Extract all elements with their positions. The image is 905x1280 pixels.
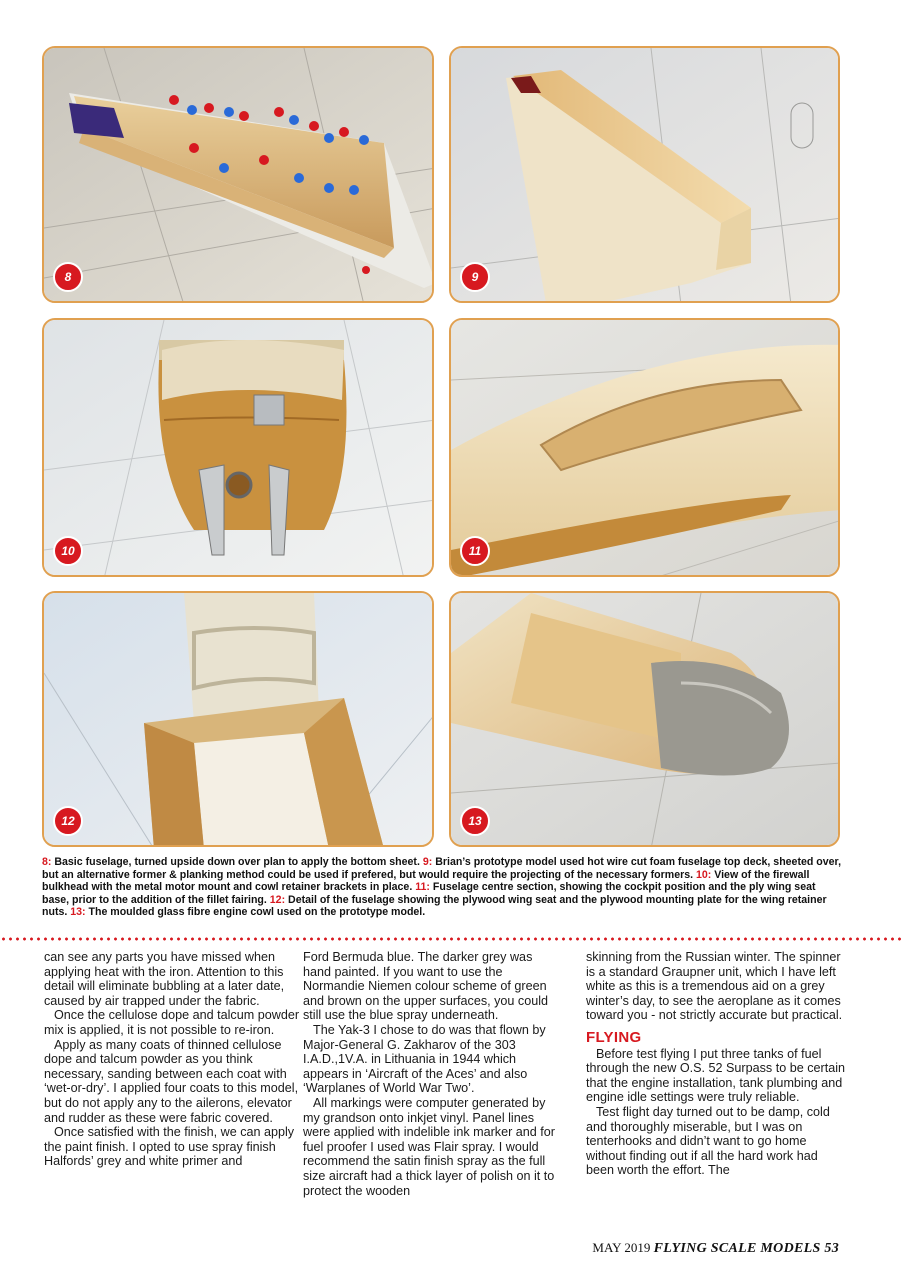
- photo-9: [449, 46, 840, 303]
- photo-11-image: [451, 320, 840, 577]
- caption-text: Basic fuselage, turned upside down over plan to apply the bottom sheet.: [51, 856, 423, 868]
- dotted-divider: [0, 937, 905, 941]
- photo-13: [449, 591, 840, 847]
- photo-8: [42, 46, 434, 303]
- photo-11: [449, 318, 840, 577]
- photo-number-badge: 9: [460, 262, 490, 292]
- photo-10: [42, 318, 434, 577]
- photo-number-badge: 13: [460, 806, 490, 836]
- photo-number-badge: 11: [460, 536, 490, 566]
- caption-number: 12:: [269, 893, 286, 906]
- article-column-2: [303, 950, 563, 1198]
- caption-text: Brian’s prototype model used hot wire cut foam fuselage top deck, sheeted over, but an alternative former & planking method could be used if prefered, but would require the projecting of the necessary formers.: [42, 856, 842, 881]
- photo-number-badge: 12: [53, 806, 83, 836]
- paragraph: All markings were computer generated by my grandson onto inkjet vinyl. Panel lines were applied with indelible ink marker and for fuel proofer I used was Flair spray. I would recommend the satin finish spray as the full size aircraft had a thick layer of polish on it to protect the wooden: [303, 1095, 556, 1198]
- issue-date: MAY 2019: [592, 1240, 654, 1255]
- photo-10-image: [44, 320, 434, 577]
- photo-8-image: [44, 48, 434, 303]
- caption-text: Fuselage centre section, showing the cockpit position and the ply wing seat base, prior to the addition of the fillet fairing.: [42, 881, 816, 906]
- paragraph: Test flight day turned out to be damp, cold and thoroughly miserable, but I was on tenterhooks and didn’t want to go home without finding out if all the hard work had been worth the effort. The: [586, 1104, 830, 1178]
- photo-13-image: [451, 593, 840, 847]
- paragraph: Once satisfied with the finish, we can apply the paint finish. I opted to use spray finish Halfords’ grey and white primer and: [44, 1125, 295, 1169]
- magazine-title: FLYING SCALE MODELS: [653, 1241, 821, 1256]
- paragraph: Apply as many coats of thinned cellulose dope and talcum powder as you think necessary, sanding between each coat with ‘wet-or-dry’. I applied four coats to this model, but do not apply any to the ailerons, elevator and rudder as these were fabric covered.: [44, 1037, 299, 1125]
- article-column-1: [44, 950, 304, 1169]
- caption-number: 8:: [42, 856, 52, 868]
- photo-number-badge: 8: [53, 262, 83, 292]
- section-heading-flying: FLYING: [586, 1028, 642, 1046]
- photo-number-badge: 10: [53, 536, 83, 566]
- caption-number: 11:: [415, 881, 430, 893]
- caption-text: View of the firewall bulkhead with the metal motor mount and cowl retainer brackets in place.: [42, 868, 810, 893]
- caption-text: Detail of the fuselage showing the plywood wing seat and the plywood mounting plate for the wing retainer nuts.: [42, 893, 827, 918]
- photo-12-image: [44, 593, 434, 847]
- paragraph: Before test flying I put three tanks of fuel through the new O.S. 52 Surpass to be certain that the engine installation, tank plumbing and engine idle settings were truly reliable.: [586, 1046, 846, 1105]
- paragraph: Ford Bermuda blue. The darker grey was hand painted. If you want to use the Normandie Niemen colour scheme of green and brown on the upper surfaces, you could still use the blue spray underneath.: [303, 950, 549, 1023]
- page-number: 53: [820, 1241, 839, 1256]
- article-column-3: [586, 950, 846, 1178]
- caption-text: The moulded glass fibre engine cowl used on the prototype model.: [85, 906, 426, 918]
- paragraph: skinning from the Russian winter. The spinner is a standard Graupner unit, which I have left white as this is a tremendous aid on a grey winter’s day, to see the aeroplane as it comes toward you - not strictly accurate but practical.: [586, 950, 843, 1023]
- paragraph: Once the cellulose dope and talcum powder mix is applied, it is not possible to re-iron.: [44, 1008, 300, 1037]
- paragraph: The Yak-3 I chose to do was that flown by Major-General G. Zakharov of the 303 I.A.D.,1V.A. in Lithuania in 1944 which appears in ‘Aircraft of the Aces’ and also ‘Warplanes of World War Two’.: [303, 1022, 546, 1096]
- photo-12: [42, 591, 434, 847]
- caption-number: 13:: [70, 906, 86, 918]
- caption-number: 9:: [422, 856, 433, 868]
- photo-captions: [42, 856, 842, 919]
- page-footer: [592, 1240, 839, 1257]
- caption-number: 10:: [695, 868, 712, 881]
- paragraph: can see any parts you have missed when applying heat with the iron. Attention to this detail will eliminate bubbling at a later date, caused by air trapped under the fabric.: [44, 950, 285, 1008]
- photo-9-image: [451, 48, 840, 303]
